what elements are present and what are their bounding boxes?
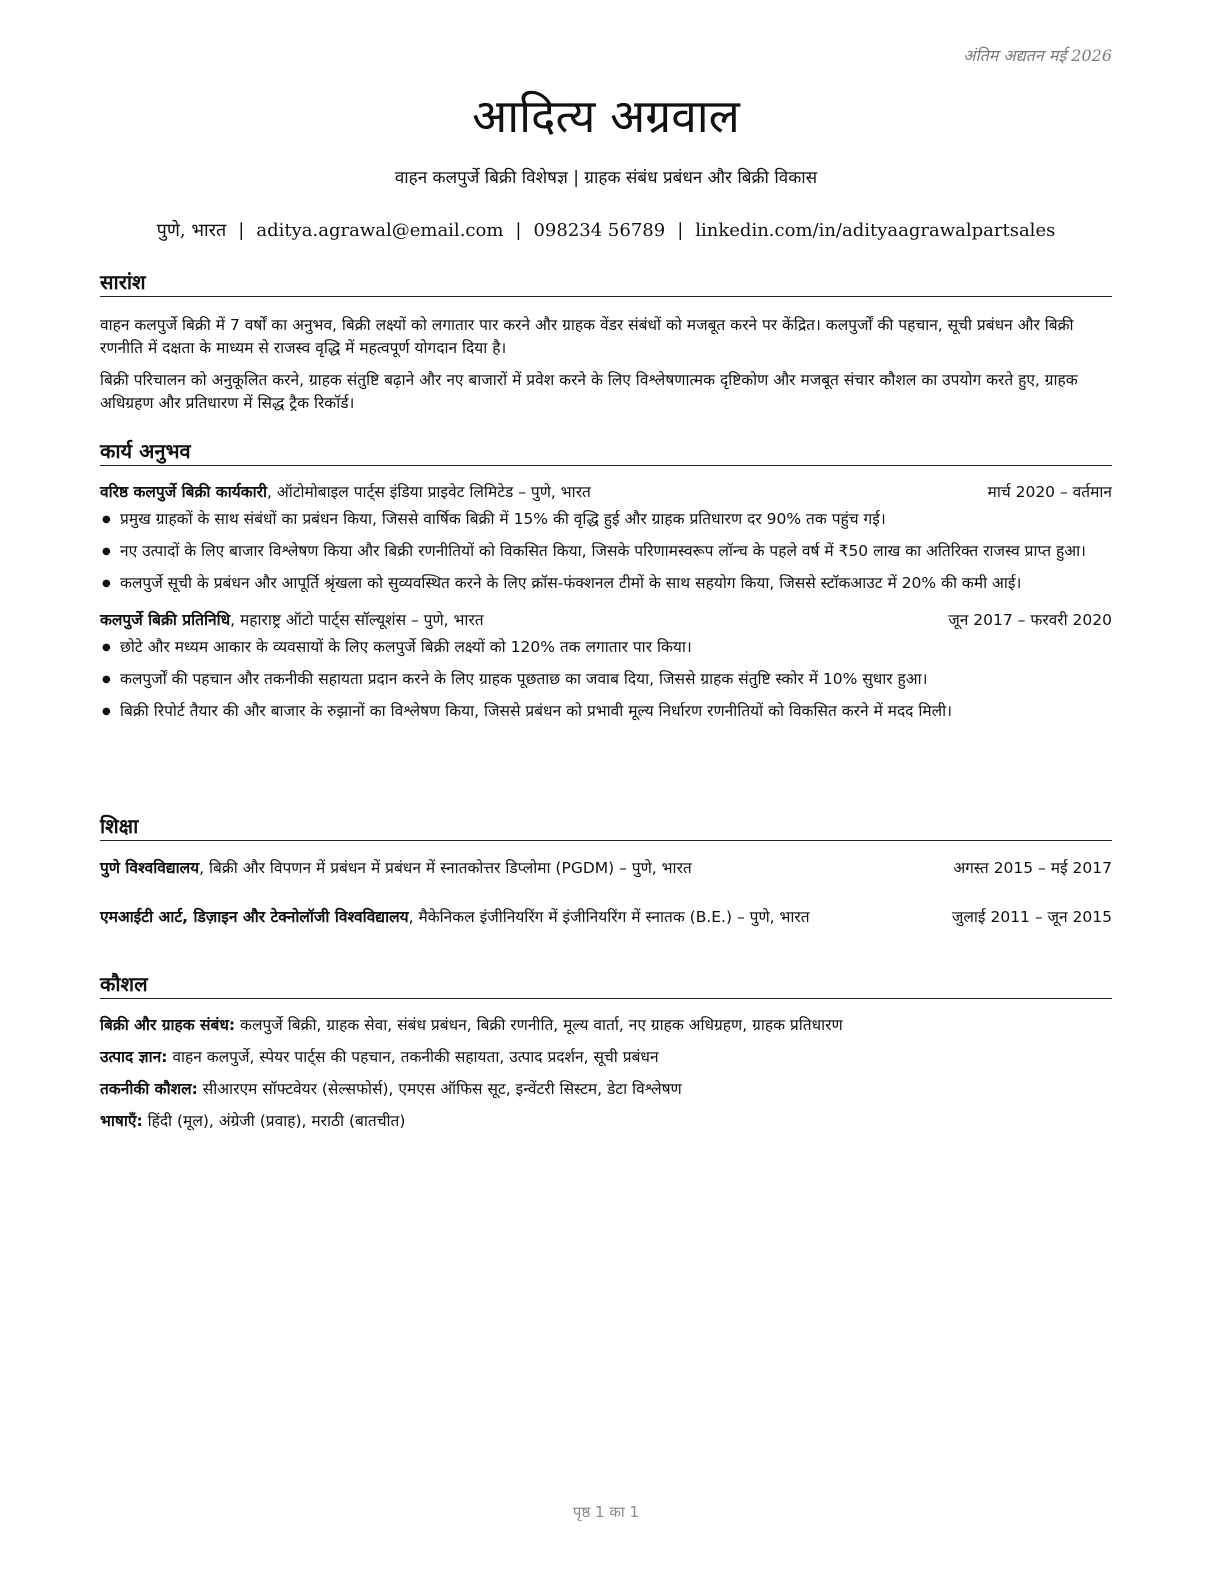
skill-line [100,1110,1112,1133]
education-institution: एमआईटी आर्ट, डिज़ाइन और टेक्नोलॉजी विश्वविद्यालय [100,908,409,926]
job-bullets [100,508,1112,595]
skill-label: बिक्री और ग्राहक संबंध: [100,1016,236,1034]
job-company: , महाराष्ट्र ऑटो पार्ट्स सॉल्यूशंस – पुणे, भारत [230,611,484,629]
job-company: , ऑटोमोबाइल पार्ट्स इंडिया प्राइवेट लिमिटेड – पुणे, भारत [266,483,591,501]
job-role: कलपुर्जे बिक्री प्रतिनिधि [100,611,231,629]
contact-linkedin[interactable]: linkedin.com/in/adityaagrawalpartsales [695,220,1056,241]
experience-section [100,481,1112,732]
education-detail: , मैकेनिकल इंजीनियरिंग में इंजीनियरिंग में स्नातक (B.E.) – पुणे, भारत [408,908,810,926]
job-bullet: ● कलपुर्जे सूची के प्रबंधन और आपूर्ति श्रृंखला को सुव्यवस्थित करने के लिए क्रॉस-फंक्शनल टीमों के साथ सहयोग किया, जिससे स्टॉकआउट में 20% की कमी आई। [100,572,1112,595]
section-title-experience: कार्य अनुभव [100,437,1112,466]
education-entry [100,857,1112,880]
summary-section [100,314,1112,424]
contact-separator: | [515,220,522,241]
skill-label: भाषाएँ: [100,1112,143,1130]
skill-line [100,1078,1112,1101]
education-section [100,857,1112,929]
section-title-summary: सारांश [100,268,1112,297]
education-text [100,857,692,880]
education-detail: , बिक्री और विपणन में प्रबंधन में प्रबंधन में स्नातकोत्तर डिप्लोमा (PGDM) – पुणे, भारत [199,859,692,877]
job-role: वरिष्ठ कलपुर्जे बिक्री कार्यकारी [100,483,267,501]
job-bullet: ● बिक्री रिपोर्ट तैयार की और बाजार के रुझानों का विश्लेषण किया, जिससे प्रबंधन को प्रभावी मूल्य निर्धारण रणनीतियों को विकसित करने में मदद मिली। [100,700,1112,723]
job-bullets [100,636,1112,723]
skills-section [100,1014,1112,1142]
education-text [100,906,810,929]
page-number: पृष्ठ 1 का 1 [572,1503,640,1521]
skill-value: सीआरएम सॉफ्टवेयर (सेल्सफोर्स), एमएस ऑफिस सूट, इन्वेंटरी सिस्टम, डेटा विश्लेषण [197,1080,682,1098]
skill-value: वाहन कलपुर्जे, स्पेयर पार्ट्स की पहचान, तकनीकी सहायता, उत्पाद प्रदर्शन, सूची प्रबंधन [167,1048,659,1066]
tagline: वाहन कलपुर्जे बिक्री विशेषज्ञ | ग्राहक संबंध प्रबंधन और बिक्री विकास [394,168,818,188]
person-name: आदित्य अग्रवाल [472,89,740,143]
job-title [100,481,591,504]
summary-paragraph: बिक्री परिचालन को अनुकूलित करने, ग्राहक संतुष्टि बढ़ाने और नए बाजारों में प्रवेश करने के लिए विश्लेषणात्मक दृष्टिकोण और मजबूत संचार कौशल का उपयोग करते हुए, ग्राहक अधिग्रहण और प्रतिधारण में सिद्ध ट्रैक रिकॉर्ड। [100,371,1078,412]
last-updated: अंतिम अद्यतन मई 2026 [963,46,1112,65]
contact-line [100,219,1112,243]
job-title [100,609,484,632]
education-entry [100,906,1112,929]
job-dates: जून 2017 – फरवरी 2020 [948,611,1112,629]
contact-email[interactable]: aditya.agrawal@email.com [256,220,504,241]
job-entry [100,481,1112,595]
contact-location: पुणे, भारत [156,220,227,241]
job-bullet: ● प्रमुख ग्राहकों के साथ संबंधों का प्रबंधन किया, जिससे वार्षिक बिक्री में 15% की वृद्धि हुई और ग्राहक प्रतिधारण दर 90% तक पहुंच गई। [100,508,1112,531]
job-bullet: ● कलपुर्जों की पहचान और तकनीकी सहायता प्रदान करने के लिए ग्राहक पूछताछ का जवाब दिया, जिससे ग्राहक संतुष्टि स्कोर में 10% सुधार हुआ। [100,668,1112,691]
skill-value: कलपुर्जे बिक्री, ग्राहक सेवा, संबंध प्रबंधन, बिक्री रणनीति, मूल्य वार्ता, नए ग्राहक अधिग्रहण, ग्राहक प्रतिधारण [235,1016,843,1034]
contact-separator: | [238,220,245,241]
skill-line [100,1014,1112,1037]
section-title-skills: कौशल [100,970,1112,999]
section-title-education: शिक्षा [100,812,1112,841]
job-bullet: ● नए उत्पादों के लिए बाजार विश्लेषण किया और बिक्री रणनीतियों को विकसित किया, जिसके परिणामस्वरूप लॉन्च के पहले वर्ष में ₹50 लाख का अतिरिक्त राजस्व प्राप्त हुआ। [100,540,1112,563]
skill-value: हिंदी (मूल), अंग्रेजी (प्रवाह), मराठी (बातचीत) [142,1112,406,1130]
education-dates: अगस्त 2015 – मई 2017 [953,859,1112,877]
contact-phone: 098234 56789 [533,220,666,241]
education-institution: पुणे विश्वविद्यालय [100,859,200,877]
job-header [100,609,1112,632]
skill-label: उत्पाद ज्ञान: [100,1048,168,1066]
job-dates: मार्च 2020 – वर्तमान [987,483,1112,501]
job-bullet: ● छोटे और मध्यम आकार के व्यवसायों के लिए कलपुर्जे बिक्री लक्ष्यों को 120% तक लगातार पार किया। [100,636,1112,659]
contact-separator: | [677,220,684,241]
education-dates: जुलाई 2011 – जून 2015 [951,908,1112,926]
skill-label: तकनीकी कौशल: [100,1080,198,1098]
job-entry [100,609,1112,723]
summary-paragraph: वाहन कलपुर्जे बिक्री में 7 वर्षों का अनुभव, बिक्री लक्ष्यों को लगातार पार करने और ग्राहक वेंडर संबंधों को मजबूत करने पर केंद्रित। कलपुर्जों की पहचान, सूची प्रबंधन और बिक्री रणनीति में दक्षता के माध्यम से राजस्व वृद्धि में महत्वपूर्ण योगदान दिया है। [100,316,1074,357]
skill-line [100,1046,1112,1069]
job-header [100,481,1112,504]
